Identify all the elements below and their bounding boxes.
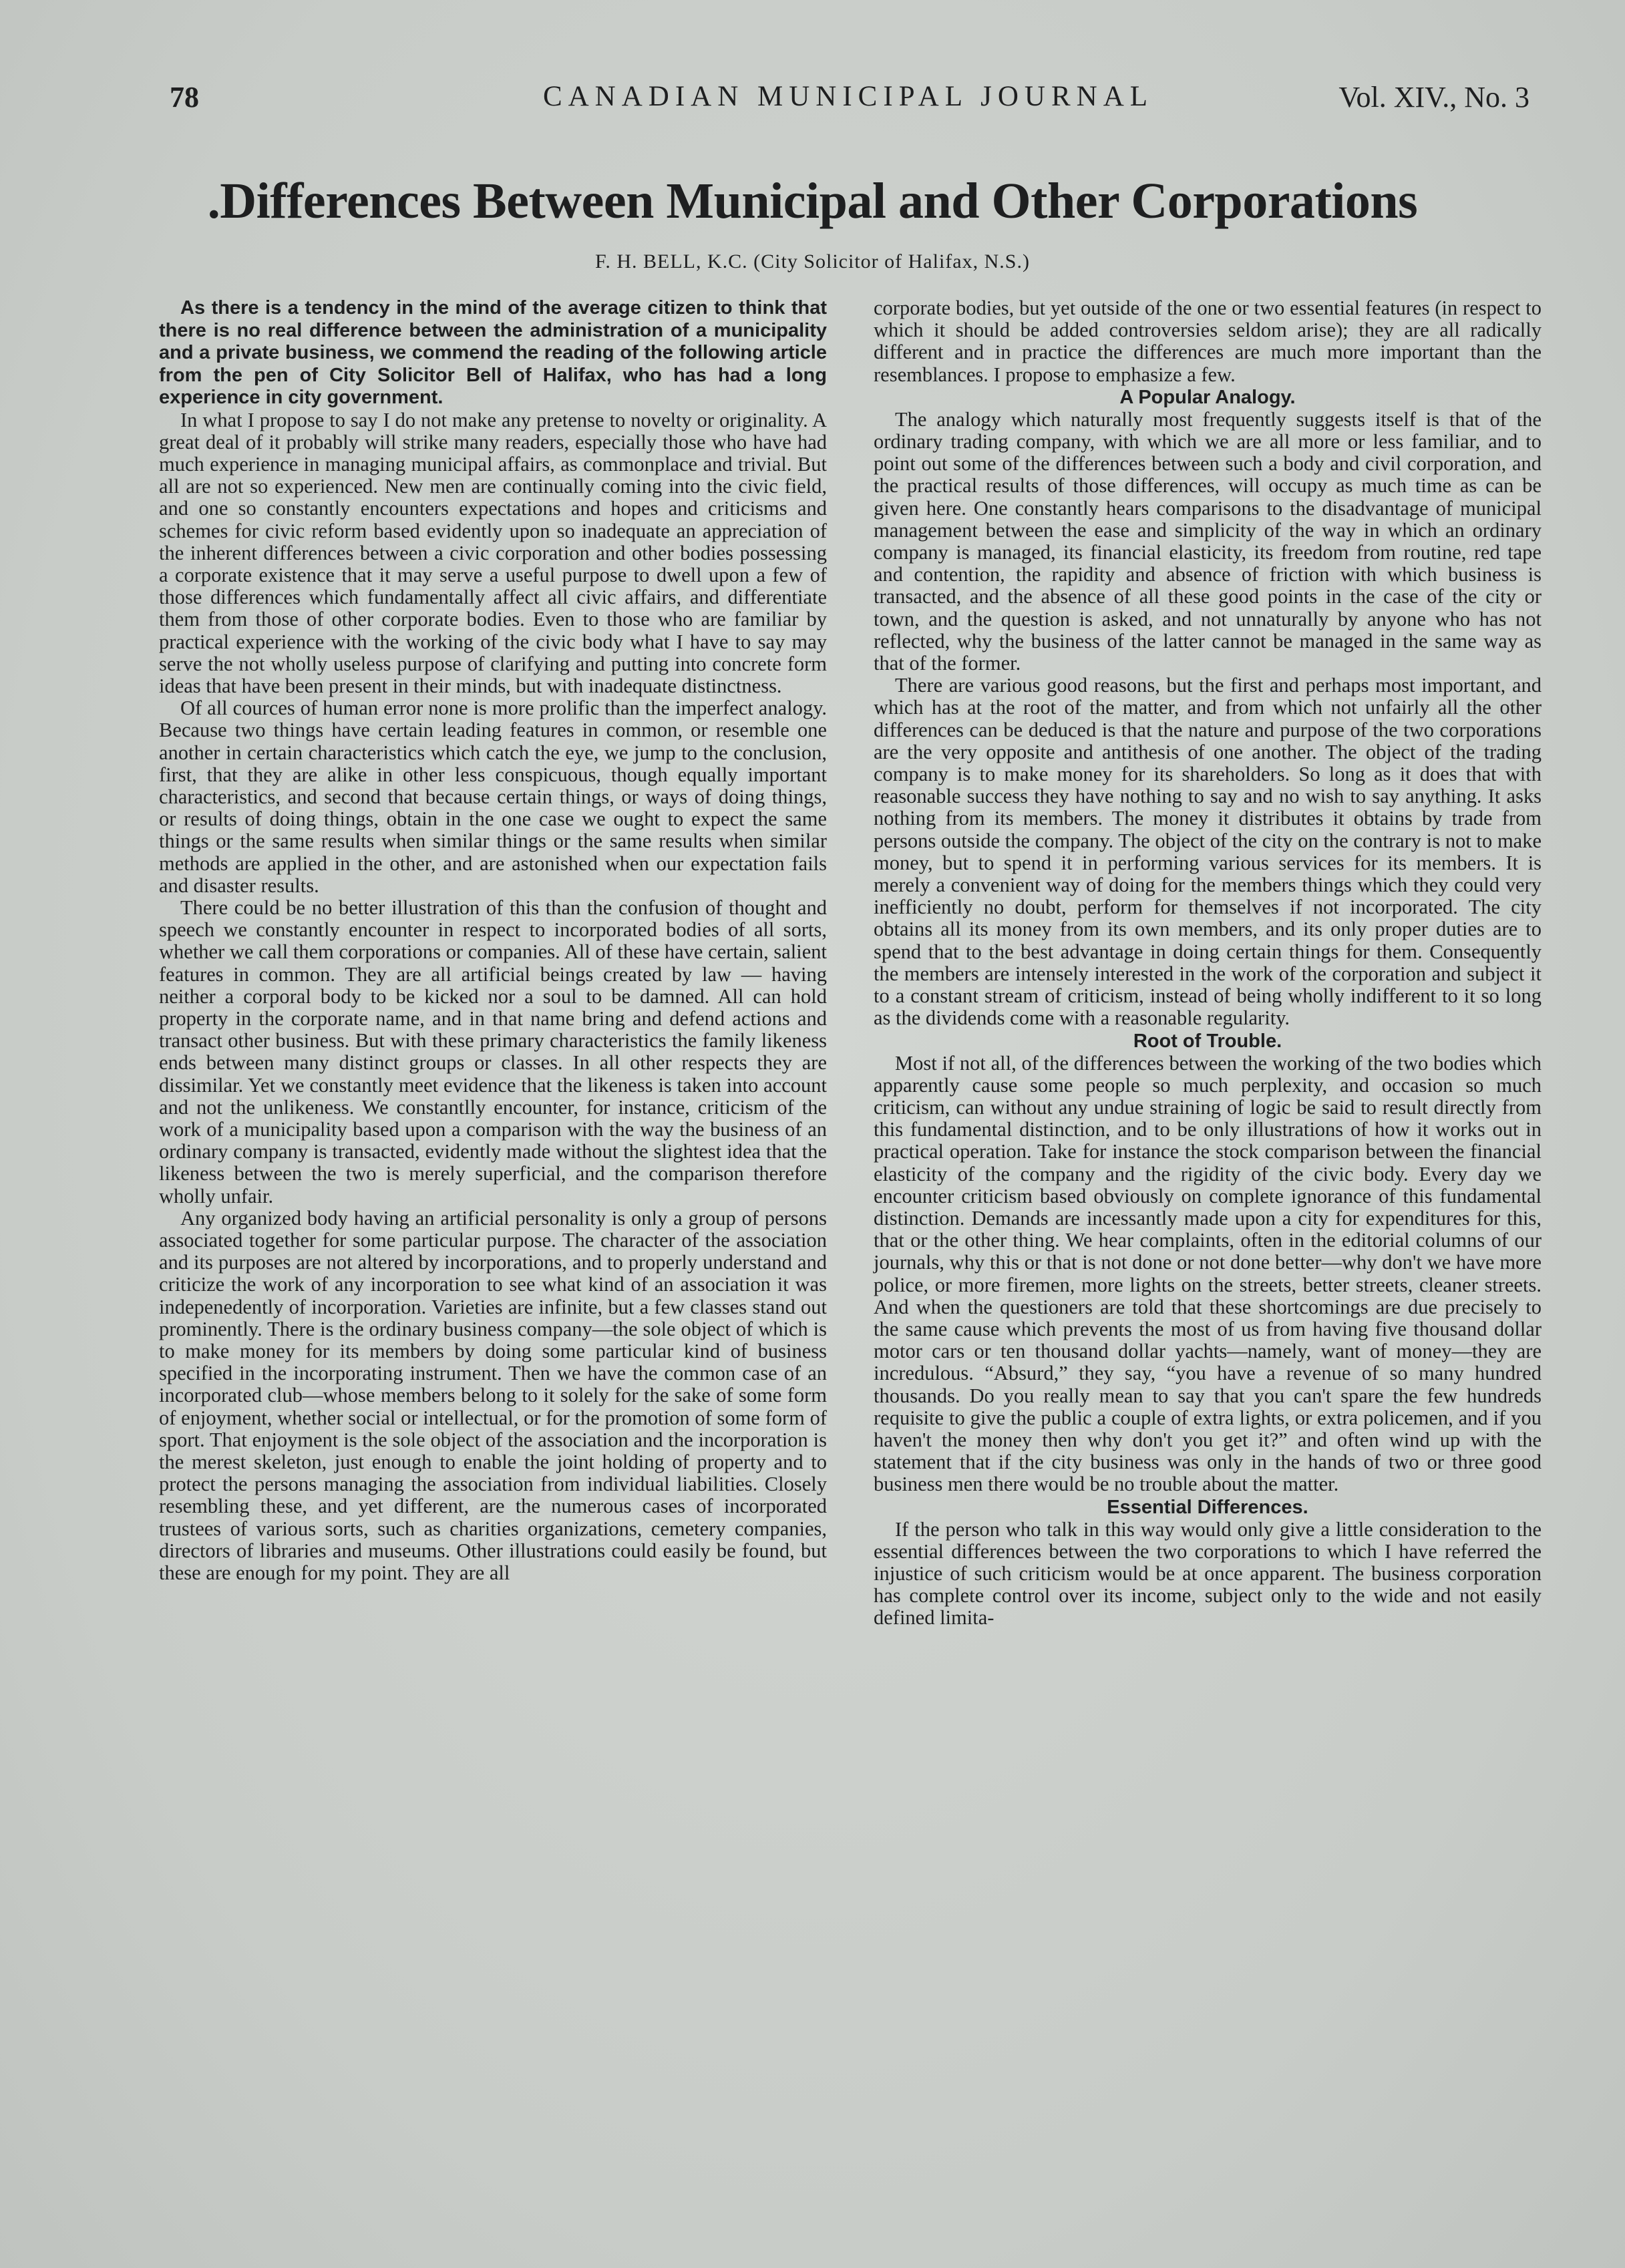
editorial-intro: As there is a tendency in the mind of the average citizen to think that there is no real difference between the administration of a municipality and a private business, we commend the reading of the following article from the pen of City Solicitor Bell of Halifax, who has had a long experience in city government. <box>159 297 827 408</box>
paragraph: The analogy which naturally most frequently suggests itself is that of the ordinary trading company, with which we are all more or less familiar, and to point out some of the differences between such a body and civil corporation, and the practical results of those differences, will occupy as much time as can be given here. One constantly hears comparisons to the disadvantage of municipal management between the ease and simplicity of the way in which an ordinary company is managed, its financial elasticity, its freedom from routine, red tape and contention, the rapidity and absence of friction with which business is transacted, and the absence of all these good points in the case of the city or town, and the question is asked, and not unnaturally by anyone who has not reflected, why the business of the latter cannot be managed in the same way as that of the former. <box>874 407 1542 675</box>
subheading-popular-analogy: A Popular Analogy. <box>1119 386 1296 408</box>
running-head <box>160 80 1536 120</box>
paragraph: There are various good reasons, but the first and perhaps most important, and which has at the root of the matter, and from which not unfairly all the other differences can be deduced is that the nature and purpose of the two corporations are the very opposite and antithesis of one another. The object of the trading company is to make money for its shareholders. So long as it does that with reasonable success they have nothing to say and no wish to say anything. It asks nothing from its members. The money it distributes it obtains by trade from persons outside the company. The object of the city on the contrary is not to make money, but to spend it in performing various services for its members. It is merely a convenient way of doing for the members things which they could very inefficiently no doubt, perform for themselves if not incorporated. The city obtains all its money from its own members, and its only proper duties are to spend that to the best advantage in doing certain things for them. Consequently the members are intensely interested in the work of the corporation and subject it to a constant stream of criticism, instead of being wholly indifferent to it so long as the dividends come with a reasonable regularity. <box>874 674 1542 1030</box>
page-number: 78 <box>170 81 199 114</box>
article-title: .Differences Between Municipal and Other Corporations <box>207 173 1418 229</box>
subheading-essential-differences: Essential Differences. <box>1107 1496 1308 1518</box>
paragraph-continued: corporate bodies, but yet outside of the one or two essential features (in respect to which it should be added controversies seldom arise); they are all radically different and in practice the differences are much more important than the resemblances. I propose to emphasize a few. <box>874 297 1542 386</box>
paragraph: Any organized body having an artificial personality is only a group of persons associated together for some particular purpose. The character of the association and its purposes are not altered by incorporations, and to properly understand and criticize the work of any incorporation to see what kind of an association it was indepenedently of incorporation. Varieties are infinite, but a few classes stand out prominently. There is the ordinary business company—the sole object of which is to make money for its members by doing some particular kind of business specified in the incorporating instrument. Then we have the common case of an incorporated club—whose members belong to it solely for the sake of some form of enjoyment, whether social or intellectual, or for the promotion of some form of sport. That enjoyment is the sole object of the association and the incorporation is the merest skeleton, just enough to enable the joint holding of property and to protect the persons managing the association from individual liabilities. Closely resembling these, and yet different, are the numerous cases of incorporated trustees of various sorts, such as charities organizations, cemetery companies, directors of libraries and museums. Other illustrations could easily be found, but these are enough for my point. They are all <box>159 1206 827 1585</box>
paragraph: If the person who talk in this way would only give a little consideration to the essential differences between the two corporations to which I have referred the injustice of such criticism would be at once apparent. The business corporation has complete control over its income, subject only to the wide and not easily defined limita- <box>874 1517 1542 1630</box>
paragraph: There could be no better illustration of this than the confusion of thought and speech we constantly encounter in respect to incorporated bodies of all sorts, whether we call them corporations or companies. All of these have certain, salient features in common. They are all artificial beings created by law — having neither a corporal body to be kicked nor a soul to be damned. All can hold property in the corporate name, and in that name bring and defend actions and transact other business. But with these primary characteristics the family likeness ends between many distinct groups or classes. In all other respects they are dissimilar. Yet we constantly meet evidence that the likeness is taken into account and not the unlikeness. We constantlly encounter, for instance, criticism of the work of a municipality based upon a comparison with the way the business of an ordinary company is transacted, evidently made without the slightest idea that the likeness between the two is merely superficial, and the comparison therefore wholly unfair. <box>159 896 827 1207</box>
column-right <box>874 297 1542 1630</box>
paragraph: Most if not all, of the differences between the working of the two bodies which apparently cause some people so much perplexity, and occasion so much criticism, can without any undue straining of logic be said to result directly from this fundamental distinction, and to be only illustrations of how it works out in practical operation. Take for instance the stock comparison between the financial elasticity of the company and the rigidity of the civic body. Every day we encounter criticism based obviously on complete ignorance of this fundamental distinction. Demands are incessantly made upon a city for expenditures for this, that or the other thing. We hear complaints, often in the editorial columns of our journals, why this or that is not done or not done better—why don't we have more police, or more firemen, more lights on the streets, better streets, cleaner streets. And when the questioners are told that these shortcomings are due precisely to the same cause which prevents the most of us from having five thousand dollar motor cars or ten thousand dollar yachts—namely, want of money—they are incredulous. “Absurd,” they say, “you have a revenue of so many hundred thousands. Do you really mean to say that you can't spare the few hundreds requisite to give the public a couple of extra lights, or extra policemen, and if you haven't the money then why don't you get it?” and often wind up with the statement that if the city business was only in the hands of two or three good business men there would be no trouble about the matter. <box>874 1051 1542 1496</box>
subheading-root-of-trouble: Root of Trouble. <box>1133 1030 1282 1052</box>
paragraph: In what I propose to say I do not make any pretense to novelty or originality. A great deal of it probably will strike many readers, especially those who have had much experience in managing municipal affairs, as commonplace and trivial. But all are not so experienced. New men are continually coming into the civic field, and one so constantly encounters expectations and hopes and criticisms and schemes for civic reform based evidently upon so inadequate an appreciation of the inherent differences between a civic corporation and other bodies possessing a corporate existence that it may serve a useful purpose to dwell upon a few of those differences which fundamentally affect all civic affairs, and differentiate them from those of other corporate bodies. Even to those who are familiar by practical experience with the working of the civic body what I have to say may serve the not wholly useless purpose of clarifying and putting into concrete form ideas that have been present in their minds, but with inadequate distinctness. <box>159 408 827 697</box>
article-byline: F. H. BELL, K.C. (City Solicitor of Halifax, N.S.) <box>595 250 1030 272</box>
volume-issue: Vol. XIV., No. 3 <box>1338 81 1529 114</box>
paragraph: Of all cources of human error none is more prolific than the imperfect analogy. Because two things have certain leading features in common, or resemble one another in certain characteristics which catch the eye, we jump to the conclusion, first, that they are alike in other less conspicuous, though equally important characteristics, and second that because certain things, or ways of doing things, or results of doing things, obtain in the one case we ought to expect the same things or the same results when similar things or the same results when similar methods are applied in the other, and are astonished when our expectation fails and disaster results. <box>159 697 827 897</box>
column-left <box>159 297 827 1584</box>
journal-name: CANADIAN MUNICIPAL JOURNAL <box>542 81 1154 112</box>
